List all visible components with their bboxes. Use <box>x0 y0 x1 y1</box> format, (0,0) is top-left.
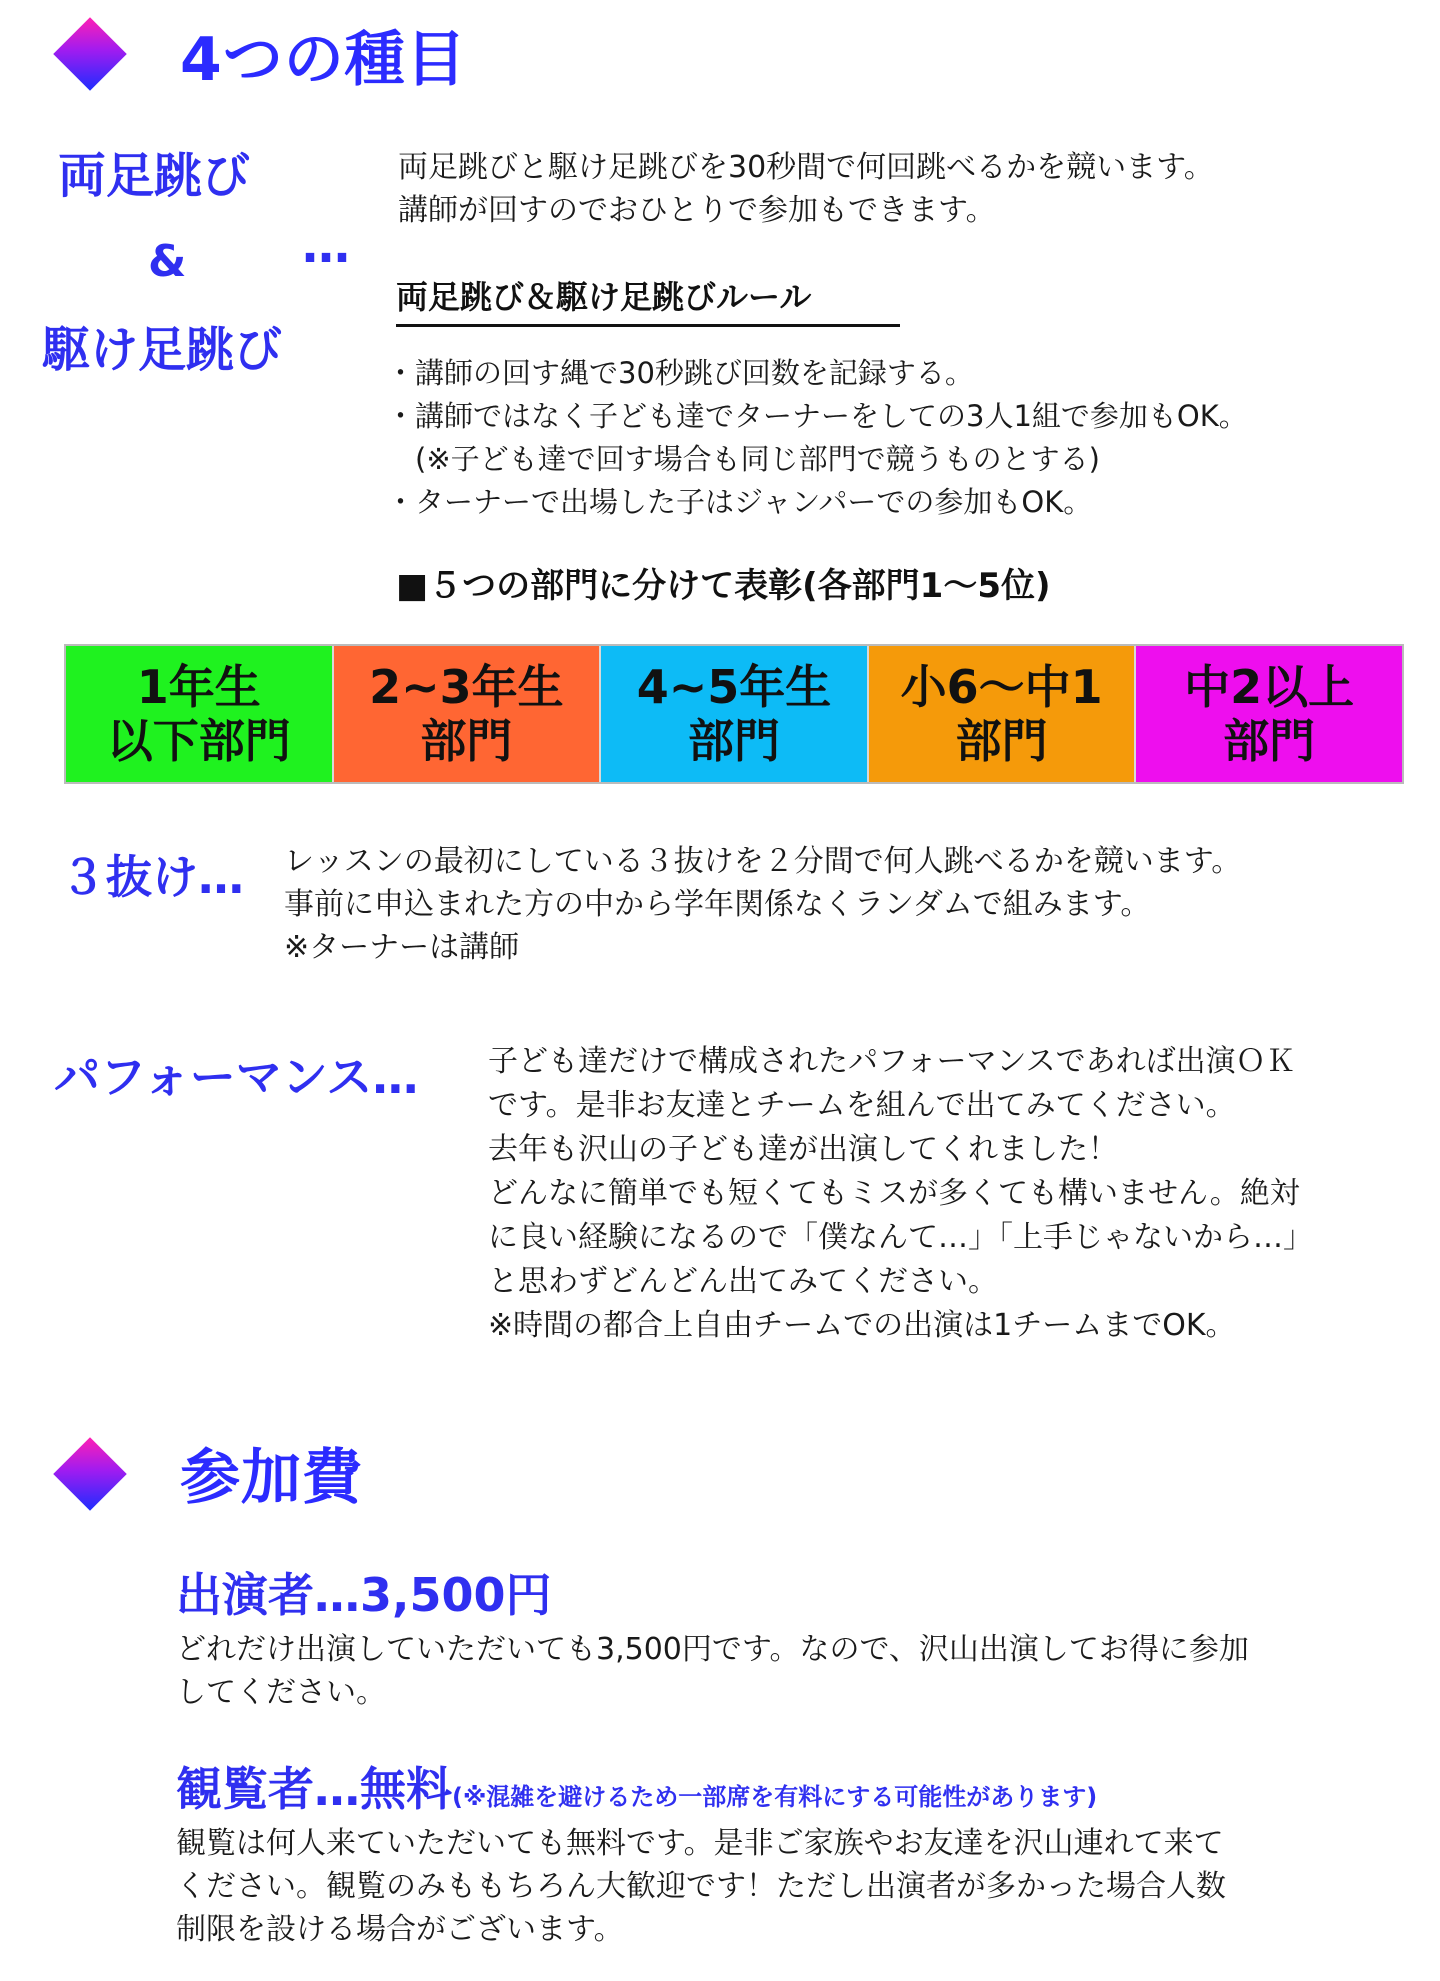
event3-desc-line: 去年も沢山の子ども達が出演してくれました！ <box>488 1132 1118 1167</box>
rule-item: ・講師ではなく子ども達でターナーをしての3人1組で参加もOK。 <box>386 399 1248 433</box>
division-line1: 小6～中1 <box>900 660 1103 714</box>
viewer-desc-line: 観覧は何人来ていただいても無料です。是非ご家族やお友達を沢山連れて来て <box>176 1826 1224 1861</box>
event3-description <box>488 1040 1313 1348</box>
rule-item: ・講師の回す縄で30秒跳び回数を記録する。 <box>386 356 974 390</box>
event1-desc-line: 講師が回すのでおひとりで参加もできます。 <box>398 193 996 228</box>
division-line1: 1年生 <box>136 660 261 714</box>
viewer-fee-heading: 観覧者…無料 <box>176 1762 452 1816</box>
division-cell-grade4-5 <box>599 646 867 782</box>
viewer-desc-line: 制限を設ける場合がございます。 <box>176 1912 624 1947</box>
viewer-fee-note: (※混雑を避けるため一部席を有料にする可能性があります) <box>452 1783 1098 1811</box>
event3-desc-line: ※時間の都合上自由チームでの出演は1チームまでOK。 <box>488 1308 1236 1343</box>
division-line2: 部門 <box>687 714 780 768</box>
rule-title-underline <box>396 324 900 327</box>
rule-list <box>386 352 1248 524</box>
diamond-bullet-icon <box>53 1437 127 1511</box>
event3-desc-line: です。是非お友達とチームを組んで出てみてください。 <box>488 1088 1236 1123</box>
viewer-desc-line: ください。観覧のみももちろん大歓迎です！ただし出演者が多かった場合人数 <box>176 1869 1226 1904</box>
event3-desc-line: と思わずどんどん出てみてください。 <box>488 1264 998 1299</box>
performer-desc-line: どれだけ出演していただいても3,500円です。なので、沢山出演してお得に参加 <box>176 1632 1249 1667</box>
event1-ellipsis: … <box>302 218 350 274</box>
division-line1: 中2以上 <box>1184 660 1355 714</box>
event2-description <box>284 840 1241 969</box>
event1-label-amp: & <box>148 236 187 287</box>
event3-desc-line: どんなに簡単でも短くてもミスが多くても構いません。絶対 <box>488 1176 1300 1211</box>
division-line1: 4~5年生 <box>636 660 832 714</box>
fee-section-title: 参加費 <box>180 1443 363 1513</box>
performer-desc-line: してください。 <box>176 1675 386 1710</box>
divisions-title: ■５つの部門に分けて表彰(各部門1～5位) <box>396 566 1051 606</box>
rule-item: (※子ども達で回す場合も同じ部門で競うものとする) <box>386 442 1100 476</box>
event2-desc-line: レッスンの最初にしている３抜けを２分間で何人跳べるかを競います。 <box>284 844 1242 879</box>
event1-label-line1: 両足跳び <box>58 148 251 204</box>
division-cell-jh2-up <box>1134 646 1402 782</box>
events-section-title: 4つの種目 <box>180 25 467 95</box>
division-cell-grade6-jh1 <box>867 646 1135 782</box>
performer-fee-heading: 出演者…3,500円 <box>176 1568 552 1622</box>
division-cell-grade1 <box>66 646 332 782</box>
event2-desc-line: 事前に申込まれた方の中から学年関係なくランダムで組みます。 <box>284 887 1151 922</box>
diamond-bullet-icon <box>53 17 127 91</box>
event2-label: ３抜け… <box>60 850 244 904</box>
divisions-table <box>64 644 1404 784</box>
event3-desc-line: 子ども達だけで構成されたパフォーマンスであれば出演ＯＫ <box>488 1044 1296 1079</box>
viewer-fee-description <box>176 1822 1226 1951</box>
division-line2: 部門 <box>955 714 1048 768</box>
division-line2: 部門 <box>420 714 513 768</box>
event1-label-line2: 駆け足跳び <box>42 322 283 378</box>
division-line1: 2~3年生 <box>369 660 564 714</box>
performer-fee-description <box>176 1628 1249 1714</box>
event1-description <box>398 146 1214 232</box>
division-line2: 部門 <box>1223 714 1316 768</box>
rule-item: ・ターナーで出場した子はジャンパーでの参加もOK。 <box>386 485 1093 519</box>
viewer-fee-heading-row <box>176 1762 1098 1816</box>
event3-label: パフォーマンス… <box>54 1050 419 1104</box>
division-line2: 以下部門 <box>106 714 291 768</box>
division-cell-grade2-3 <box>332 646 600 782</box>
rule-title: 両足跳び＆駆け足跳びルール <box>396 278 812 316</box>
event2-desc-line: ※ターナーは講師 <box>284 930 520 965</box>
event3-desc-line: に良い経験になるので「僕なんて…」「上手じゃないから…」 <box>488 1220 1313 1255</box>
event1-desc-line: 両足跳びと駆け足跳びを30秒間で何回跳べるかを競います。 <box>398 150 1214 185</box>
